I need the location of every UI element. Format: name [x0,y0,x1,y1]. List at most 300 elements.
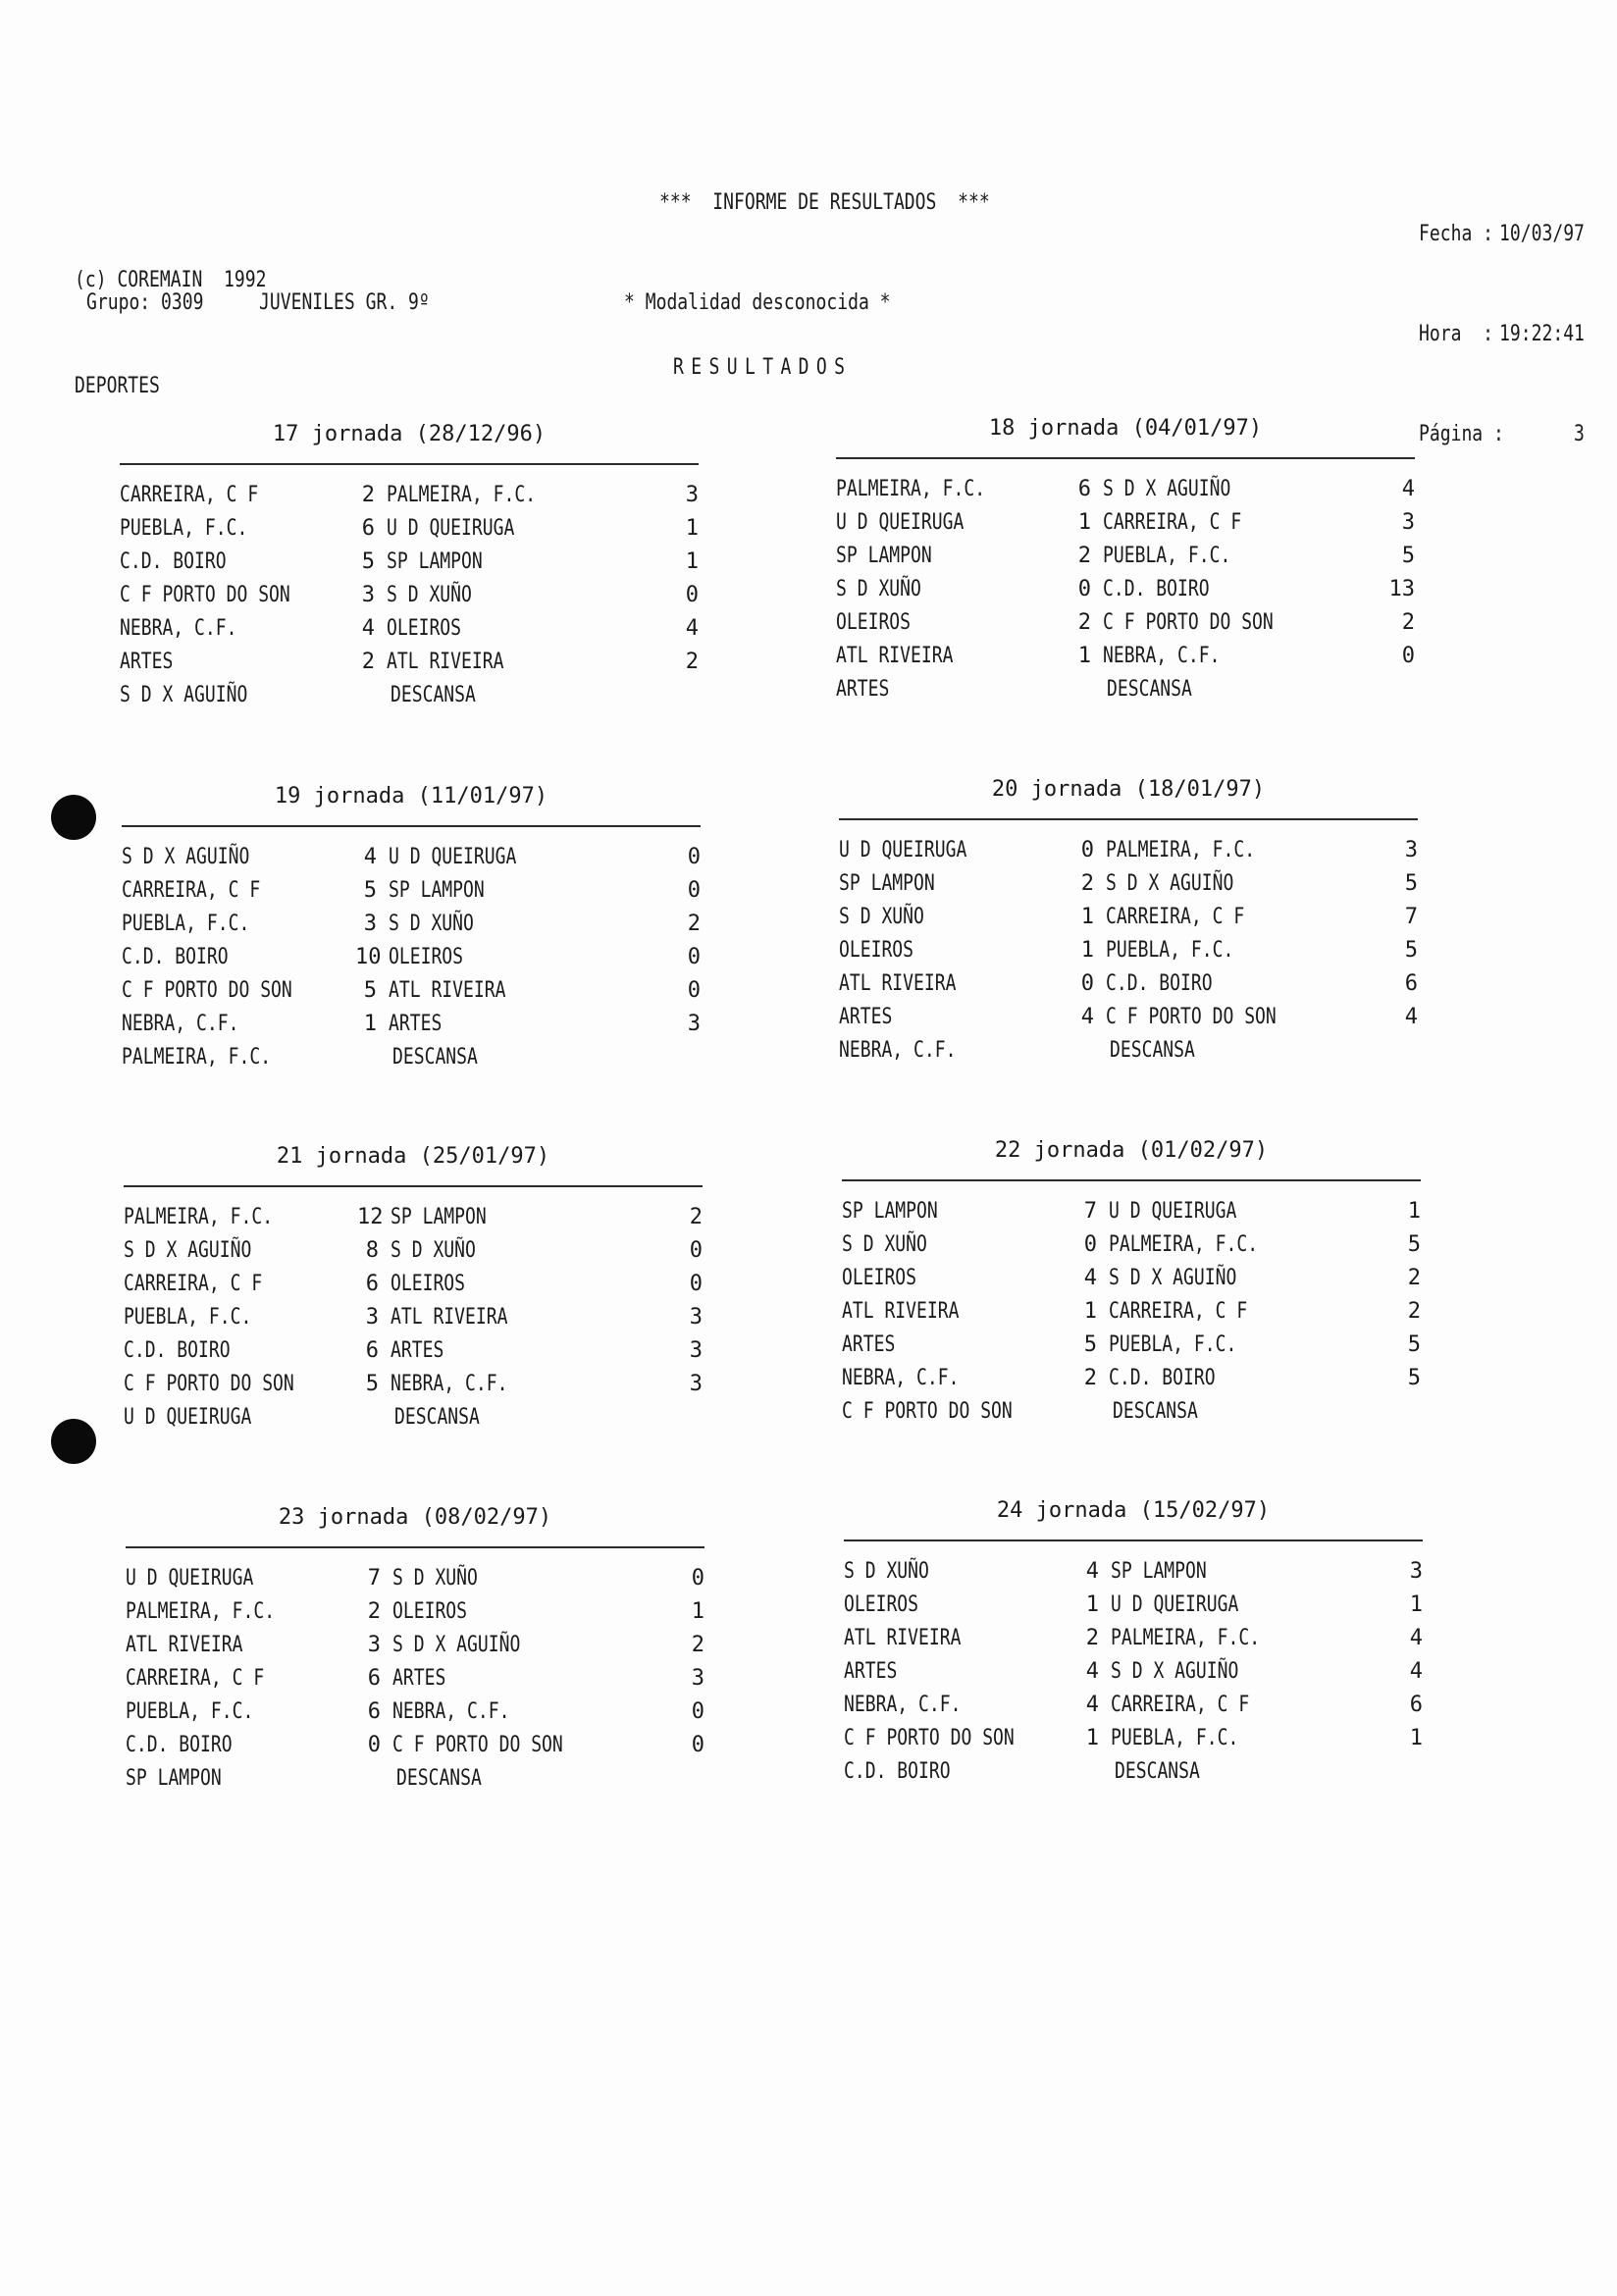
away-score: 4 [685,616,699,641]
hora-value: 19:22:41 [1499,322,1585,346]
away-score: 2 [1407,1266,1421,1290]
match-list [842,1199,1421,1433]
modalidad-text: * Modalidad desconocida * [624,290,891,315]
away-score: 1 [691,1599,704,1624]
away-team: OLEIROS [387,616,462,641]
away-score: 4 [1409,1626,1423,1650]
home-team: SP LAMPON [836,544,932,568]
away-score: 1 [685,516,699,541]
resting-team: C F PORTO DO SON [842,1399,1013,1424]
home-score: 2 [1085,1626,1099,1650]
resting-team: SP LAMPON [126,1766,222,1791]
home-team: OLEIROS [836,610,912,635]
home-score: 3 [367,1633,381,1657]
home-score: 4 [1085,1659,1099,1684]
match-row [842,1366,1421,1399]
match-row [122,978,701,1012]
jornada-title: 21 jornada (25/01/97) [276,1144,550,1169]
away-score: 5 [1407,1332,1421,1357]
away-score: 5 [1407,1366,1421,1390]
away-team: ARTES [391,1338,444,1363]
away-score: 13 [1388,577,1415,601]
home-team: NEBRA, C.F. [120,616,237,641]
home-score: 6 [365,1272,379,1296]
home-team: ATL RIVEIRA [842,1299,960,1324]
home-score: 1 [1085,1726,1099,1750]
away-team: C.D. BOIRO [1106,971,1213,996]
match-row [120,583,699,616]
match-row [126,1666,704,1699]
away-team: NEBRA, C.F. [392,1699,510,1724]
match-row [126,1599,704,1633]
away-team: CARREIRA, C F [1111,1693,1250,1717]
rest-row [844,1759,1423,1793]
away-score: 3 [689,1305,703,1330]
jornada-title: 17 jornada (28/12/96) [272,422,547,446]
department-text: DEPORTES [75,374,160,398]
away-team: ATL RIVEIRA [387,650,504,674]
away-team: C.D. BOIRO [1103,577,1210,601]
jornada-title: 23 jornada (08/02/97) [278,1505,552,1530]
away-team: U D QUEIRUGA [387,516,515,541]
away-team: ATL RIVEIRA [389,978,506,1003]
home-team: U D QUEIRUGA [839,838,967,862]
away-team: U D QUEIRUGA [1111,1592,1239,1617]
away-team: OLEIROS [391,1272,466,1296]
away-score: 3 [1409,1559,1423,1584]
away-team: PUEBLA, F.C. [1111,1726,1239,1750]
home-team: C F PORTO DO SON [120,583,290,607]
away-team: ATL RIVEIRA [391,1305,508,1330]
match-list [120,483,699,716]
away-score: 2 [687,912,701,936]
jornada-divider [836,457,1415,459]
jornada-title: 19 jornada (11/01/97) [274,784,548,809]
match-row [839,871,1418,905]
home-score: 4 [361,616,375,641]
match-list [124,1205,703,1438]
home-team: C F PORTO DO SON [122,978,292,1003]
match-list [844,1559,1423,1793]
home-team: ATL RIVEIRA [844,1626,962,1650]
away-team: OLEIROS [389,945,464,969]
home-score: 10 [355,945,382,969]
home-score: 4 [1083,1266,1097,1290]
away-score: 1 [1409,1726,1423,1750]
home-team: S D XUÑO [836,577,921,601]
away-score: 0 [689,1272,703,1296]
punch-hole-bottom [51,1419,96,1464]
jornada-title: 22 jornada (01/02/97) [994,1138,1269,1163]
away-score: 0 [1401,644,1415,668]
away-team: S D XUÑO [387,583,472,607]
jornada-divider [839,818,1418,820]
away-team: C F PORTO DO SON [392,1733,563,1757]
home-team: SP LAMPON [842,1199,938,1224]
descansa-label: DESCANSA [1115,1759,1200,1784]
home-score: 5 [363,978,377,1003]
away-team: S D XUÑO [389,912,474,936]
away-score: 7 [1404,905,1418,929]
header-meta [1419,151,1585,485]
match-row [126,1733,704,1766]
home-team: NEBRA, C.F. [122,1012,239,1036]
jornada-divider [120,463,699,465]
descansa-label: DESCANSA [1107,677,1192,702]
away-score: 6 [1409,1693,1423,1717]
away-team: CARREIRA, C F [1106,905,1245,929]
home-score: 12 [357,1205,384,1229]
away-score: 0 [687,878,701,903]
away-score: 2 [689,1205,703,1229]
home-team: PALMEIRA, F.C. [836,477,986,501]
match-row [844,1559,1423,1592]
away-score: 3 [689,1372,703,1396]
match-row [122,1012,701,1045]
match-row [836,477,1415,510]
home-score: 5 [1083,1332,1097,1357]
away-score: 2 [691,1633,704,1657]
home-score: 5 [361,549,375,574]
match-row [120,650,699,683]
home-score: 4 [1085,1559,1099,1584]
match-list [836,477,1415,710]
home-team: S D XUÑO [844,1559,929,1584]
match-row [126,1633,704,1666]
home-score: 1 [1085,1592,1099,1617]
match-row [842,1199,1421,1232]
away-score: 3 [685,483,699,507]
home-team: CARREIRA, C F [120,483,259,507]
match-row [836,577,1415,610]
match-row [842,1232,1421,1266]
away-score: 3 [687,1012,701,1036]
away-team: S D XUÑO [392,1566,478,1591]
home-team: PUEBLA, F.C. [126,1699,254,1724]
match-row [122,845,701,878]
pagina-value: 3 [1574,422,1585,446]
match-row [839,938,1418,971]
home-score: 3 [361,583,375,607]
rest-row [842,1399,1421,1433]
home-team: SP LAMPON [839,871,935,896]
away-score: 5 [1401,544,1415,568]
home-team: ATL RIVEIRA [839,971,957,996]
home-team: S D X AGUIÑO [124,1238,252,1263]
home-score: 0 [1077,577,1091,601]
away-score: 2 [1407,1299,1421,1324]
home-score: 8 [365,1238,379,1263]
home-team: ATL RIVEIRA [836,644,954,668]
home-team: C.D. BOIRO [122,945,229,969]
home-team: ARTES [839,1005,893,1029]
home-score: 4 [363,845,377,869]
away-score: 3 [1401,510,1415,535]
home-score: 6 [367,1666,381,1691]
descansa-label: DESCANSA [391,683,476,707]
section-title: RESULTADOS [673,355,853,380]
home-team: PUEBLA, F.C. [124,1305,252,1330]
fecha-label: Fecha : [1419,222,1494,246]
match-row [120,483,699,516]
away-team: PUEBLA, F.C. [1109,1332,1237,1357]
away-team: NEBRA, C.F. [391,1372,508,1396]
home-score: 1 [1080,938,1094,963]
home-team: C.D. BOIRO [120,549,227,574]
away-team: PUEBLA, F.C. [1106,938,1234,963]
away-score: 4 [1409,1659,1423,1684]
home-team: S D XUÑO [842,1232,927,1257]
match-row [844,1726,1423,1759]
home-team: ATL RIVEIRA [126,1633,243,1657]
match-row [839,838,1418,871]
home-score: 6 [361,516,375,541]
home-score: 5 [363,878,377,903]
away-team: SP LAMPON [387,549,483,574]
report-title: *** INFORME DE RESULTADOS *** [659,190,990,215]
away-team: S D X AGUIÑO [392,1633,521,1657]
home-score: 1 [1083,1299,1097,1324]
home-score: 4 [1080,1005,1094,1029]
away-team: CARREIRA, C F [1109,1299,1248,1324]
away-score: 0 [691,1699,704,1724]
home-score: 2 [1077,610,1091,635]
resting-team: U D QUEIRUGA [124,1405,252,1430]
away-score: 2 [1401,610,1415,635]
grupo-code: Grupo: 0309 [86,290,204,315]
home-team: OLEIROS [844,1592,919,1617]
jornada-title: 24 jornada (15/02/97) [996,1498,1271,1523]
match-row [844,1659,1423,1693]
descansa-label: DESCANSA [1110,1038,1195,1063]
home-score: 0 [1083,1232,1097,1257]
away-score: 5 [1404,871,1418,896]
fecha-value: 10/03/97 [1499,222,1585,246]
away-team: SP LAMPON [389,878,485,903]
away-team: S D XUÑO [391,1238,476,1263]
match-row [839,905,1418,938]
resting-team: C.D. BOIRO [844,1759,951,1784]
away-score: 3 [689,1338,703,1363]
descansa-label: DESCANSA [1113,1399,1198,1424]
match-row [124,1272,703,1305]
match-row [836,544,1415,577]
descansa-label: DESCANSA [396,1766,482,1791]
away-score: 5 [1404,938,1418,963]
pagina-row [1419,418,1585,451]
home-team: CARREIRA, C F [122,878,261,903]
match-row [124,1372,703,1405]
home-score: 0 [1080,971,1094,996]
match-row [126,1566,704,1599]
home-score: 0 [367,1733,381,1757]
rest-row [839,1038,1418,1071]
away-team: SP LAMPON [391,1205,487,1229]
away-team: U D QUEIRUGA [1109,1199,1237,1224]
away-score: 0 [687,845,701,869]
jornada-divider [844,1539,1423,1541]
away-score: 4 [1401,477,1415,501]
home-team: S D X AGUIÑO [122,845,250,869]
rest-row [126,1766,704,1800]
away-score: 3 [1404,838,1418,862]
match-row [120,516,699,549]
home-team: C.D. BOIRO [124,1338,231,1363]
away-score: 3 [691,1666,704,1691]
home-team: S D XUÑO [839,905,924,929]
home-team: PALMEIRA, F.C. [126,1599,276,1624]
header-left [75,192,267,440]
hora-row [1419,318,1585,351]
descansa-label: DESCANSA [394,1405,480,1430]
away-team: C.D. BOIRO [1109,1366,1216,1390]
jornada-divider [842,1179,1421,1181]
match-row [836,644,1415,677]
fecha-row [1419,218,1585,251]
away-team: C F PORTO DO SON [1106,1005,1277,1029]
away-score: 0 [689,1238,703,1263]
home-team: OLEIROS [842,1266,917,1290]
jornada-divider [124,1185,703,1187]
match-row [836,610,1415,644]
resting-team: PALMEIRA, F.C. [122,1045,272,1070]
match-row [842,1332,1421,1366]
away-team: ARTES [392,1666,446,1691]
away-score: 2 [685,650,699,674]
away-team: ARTES [389,1012,443,1036]
away-score: 0 [687,978,701,1003]
home-team: ARTES [842,1332,896,1357]
match-row [120,616,699,650]
jornada-title: 20 jornada (18/01/97) [991,777,1266,802]
descansa-label: DESCANSA [392,1045,478,1070]
away-team: SP LAMPON [1111,1559,1207,1584]
match-list [126,1566,704,1800]
match-row [839,971,1418,1005]
home-team: PALMEIRA, F.C. [124,1205,274,1229]
home-score: 2 [367,1599,381,1624]
match-row [842,1266,1421,1299]
home-team: PUEBLA, F.C. [120,516,248,541]
away-team: PALMEIRA, F.C. [1111,1626,1261,1650]
away-score: 1 [1407,1199,1421,1224]
home-score: 4 [1085,1693,1099,1717]
home-score: 5 [365,1372,379,1396]
home-team: ARTES [120,650,174,674]
match-row [839,1005,1418,1038]
away-team: PALMEIRA, F.C. [387,483,537,507]
rest-row [120,683,699,716]
home-team: NEBRA, C.F. [844,1693,962,1717]
home-team: ARTES [844,1659,898,1684]
home-score: 6 [365,1338,379,1363]
resting-team: S D X AGUIÑO [120,683,248,707]
home-score: 0 [1080,838,1094,862]
copyright-text: (c) COREMAIN 1992 [75,268,267,292]
home-score: 6 [1077,477,1091,501]
home-team: PUEBLA, F.C. [122,912,250,936]
match-row [844,1626,1423,1659]
away-score: 0 [691,1733,704,1757]
home-score: 2 [1080,871,1094,896]
away-score: 6 [1404,971,1418,996]
match-row [124,1305,703,1338]
home-score: 2 [361,483,375,507]
home-score: 7 [1083,1199,1097,1224]
match-row [126,1699,704,1733]
home-score: 1 [1080,905,1094,929]
rest-row [836,677,1415,710]
away-score: 4 [1404,1005,1418,1029]
home-team: U D QUEIRUGA [836,510,965,535]
home-team: NEBRA, C.F. [842,1366,960,1390]
match-row [120,549,699,583]
home-score: 2 [1077,544,1091,568]
home-score: 6 [367,1699,381,1724]
away-team: PALMEIRA, F.C. [1106,838,1256,862]
match-list [122,845,701,1078]
match-row [844,1592,1423,1626]
rest-row [124,1405,703,1438]
rest-row [122,1045,701,1078]
match-row [842,1299,1421,1332]
home-score: 7 [367,1566,381,1591]
away-score: 1 [1409,1592,1423,1617]
away-team: S D X AGUIÑO [1106,871,1234,896]
home-score: 3 [365,1305,379,1330]
home-score: 3 [363,912,377,936]
jornada-title: 18 jornada (04/01/97) [988,416,1263,441]
away-score: 0 [691,1566,704,1591]
match-row [124,1238,703,1272]
grupo-name: JUVENILES GR. 9º [259,290,430,315]
home-team: OLEIROS [839,938,914,963]
away-score: 0 [687,945,701,969]
jornada-divider [122,825,701,827]
away-team: NEBRA, C.F. [1103,644,1221,668]
away-score: 5 [1407,1232,1421,1257]
home-score: 1 [363,1012,377,1036]
jornada-divider [126,1546,704,1548]
home-score: 1 [1077,510,1091,535]
match-list [839,838,1418,1071]
away-team: C F PORTO DO SON [1103,610,1274,635]
match-row [122,878,701,912]
match-row [836,510,1415,544]
away-score: 1 [685,549,699,574]
home-score: 2 [361,650,375,674]
away-team: PUEBLA, F.C. [1103,544,1231,568]
away-team: S D X AGUIÑO [1103,477,1231,501]
away-score: 0 [685,583,699,607]
match-row [122,945,701,978]
pagina-label: Página : [1419,422,1504,446]
hora-label: Hora : [1419,322,1494,346]
away-team: S D X AGUIÑO [1111,1659,1239,1684]
home-team: C.D. BOIRO [126,1733,233,1757]
home-team: C F PORTO DO SON [124,1372,294,1396]
home-team: C F PORTO DO SON [844,1726,1015,1750]
away-team: PALMEIRA, F.C. [1109,1232,1259,1257]
match-row [124,1205,703,1238]
away-team: S D X AGUIÑO [1109,1266,1237,1290]
home-team: CARREIRA, C F [126,1666,265,1691]
home-score: 2 [1083,1366,1097,1390]
home-team: CARREIRA, C F [124,1272,263,1296]
resting-team: NEBRA, C.F. [839,1038,957,1063]
away-team: OLEIROS [392,1599,468,1624]
home-team: U D QUEIRUGA [126,1566,254,1591]
